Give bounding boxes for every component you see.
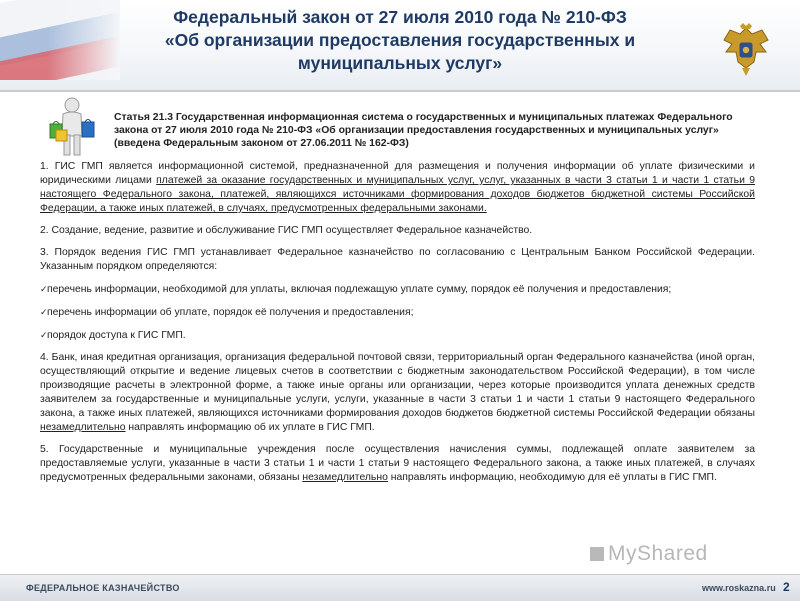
- title-line-1: Федеральный закон от 27 июля 2010 года № 210-ФЗ: [173, 7, 627, 27]
- check-bullet-icon: ✓: [40, 284, 48, 294]
- paragraph-2: 2. Создание, ведение, развитие и обслуживание ГИС ГМП осуществляет Федеральное казначейство.: [40, 225, 533, 236]
- watermark-logo-icon: [590, 547, 604, 561]
- paragraph-3: 3. Порядок ведения ГИС ГМП устанавливает Федеральное казначейство по согласованию с Центральным Банком Российской Федерации. Указанным порядком определяются:: [40, 247, 755, 272]
- paragraph-4-underlined: незамедлительно: [40, 422, 126, 433]
- paragraph-5-text: 5. Государственные и муниципальные учреждения после осуществления начисления суммы, подлежащей оплате заявителем за предоставляемые услуги, указанные в части 3 статьи 1 и части 1 статьи 9 настоящего Федерального закона, а также иных платежей, в случаях предусмотренных федеральными законами, обязаны: [40, 444, 755, 483]
- header-divider: [0, 90, 800, 92]
- page-number: 2: [783, 580, 790, 594]
- title-line-3: муниципальных услуг»: [297, 53, 503, 73]
- paragraph-4-text: 4. Банк, иная кредитная организация, организация федеральной почтовой связи, территориальный орган Федерального казначейства (иной орган, осуществляющий открытие и ведение лицевых счетов в соответствии с бюджетным законодательством Российской Федерации), в том числе производящие расчеты в электронной форме, а также иные органы или организации, через которые производится уплата денежных средств заявителем за государственные и муниципальные услуги, услуги, указанные в части 3 статьи 1 и части 1 статьи 9 настоящего Федерального закона, а также иных платежей, являющихся источниками формирования доходов бюджетов бюджетной системы Российской Федерации обязаны: [40, 352, 755, 419]
- paragraph-1-underlined: платежей за оказание государственных и муниципальных услуг, услуг, указанных в части 3 статьи 1 и части 1 статьи 9 настоящего Федерального закона, платежей, являющихся источниками формирования доходов бюджетов бюджетной системы Российской Федерации, а также иных платежей, в случаях, предусмотренных федеральными законами.: [40, 175, 755, 214]
- watermark-text: MyShared: [608, 542, 708, 565]
- article-heading: Статья 21.3 Государственная информационная система о государственных и муниципальных платежах Федерального закона от 27 июля 2010 года № 210-ФЗ «Об организации предоставления государственных и муниципальных услуг» (введена Федеральным законом от 27.06.2011 № 162-ФЗ): [114, 112, 733, 149]
- bullet-item: [40, 328, 755, 343]
- slide-header: [0, 0, 800, 90]
- check-bullet-icon: ✓: [40, 330, 48, 340]
- bullet-item-text: перечень информации, необходимой для уплаты, включая подлежащую уплате сумму, порядок её получения и предоставления;: [47, 284, 672, 295]
- slide-title: [120, 6, 680, 75]
- paragraph-4-text-end: направлять информацию об их уплате в ГИС ГМП.: [125, 422, 375, 433]
- paragraph-5-underlined: незамедлительно: [302, 472, 388, 483]
- paragraph-5-text-end: направлять информацию, необходимую для её уплаты в ГИС ГМП.: [387, 472, 717, 483]
- paragraph-1: [40, 160, 755, 216]
- law-text-body: [40, 160, 755, 493]
- double-headed-eagle-emblem-icon: [720, 22, 772, 78]
- bullet-item: [40, 282, 755, 297]
- bullet-item: [40, 305, 755, 320]
- slide-footer: [0, 574, 800, 601]
- title-line-2: «Об организации предоставления государственных и: [164, 30, 636, 50]
- paragraph-3-group: [40, 246, 755, 343]
- paragraph-4: [40, 351, 755, 435]
- watermark: [590, 542, 708, 566]
- paragraph-5: [40, 443, 755, 485]
- paragraph-1-text: 1. ГИС ГМП является информационной системой, предназначенной для размещения и получения информации об уплате физическими и юридическими лицами: [40, 161, 755, 186]
- footer-organization: ФЕДЕРАЛЬНОЕ КАЗНАЧЕЙСТВО: [26, 583, 180, 593]
- russian-flag-decoration: [0, 0, 120, 80]
- person-with-shopping-bags-icon: [44, 96, 100, 160]
- bullet-item-text: порядок доступа к ГИС ГМП.: [47, 330, 186, 341]
- footer-website-link[interactable]: www.roskazna.ru: [702, 583, 776, 593]
- check-bullet-icon: ✓: [40, 307, 48, 317]
- bullet-item-text: перечень информации об уплате, порядок её получения и предоставления;: [47, 307, 414, 318]
